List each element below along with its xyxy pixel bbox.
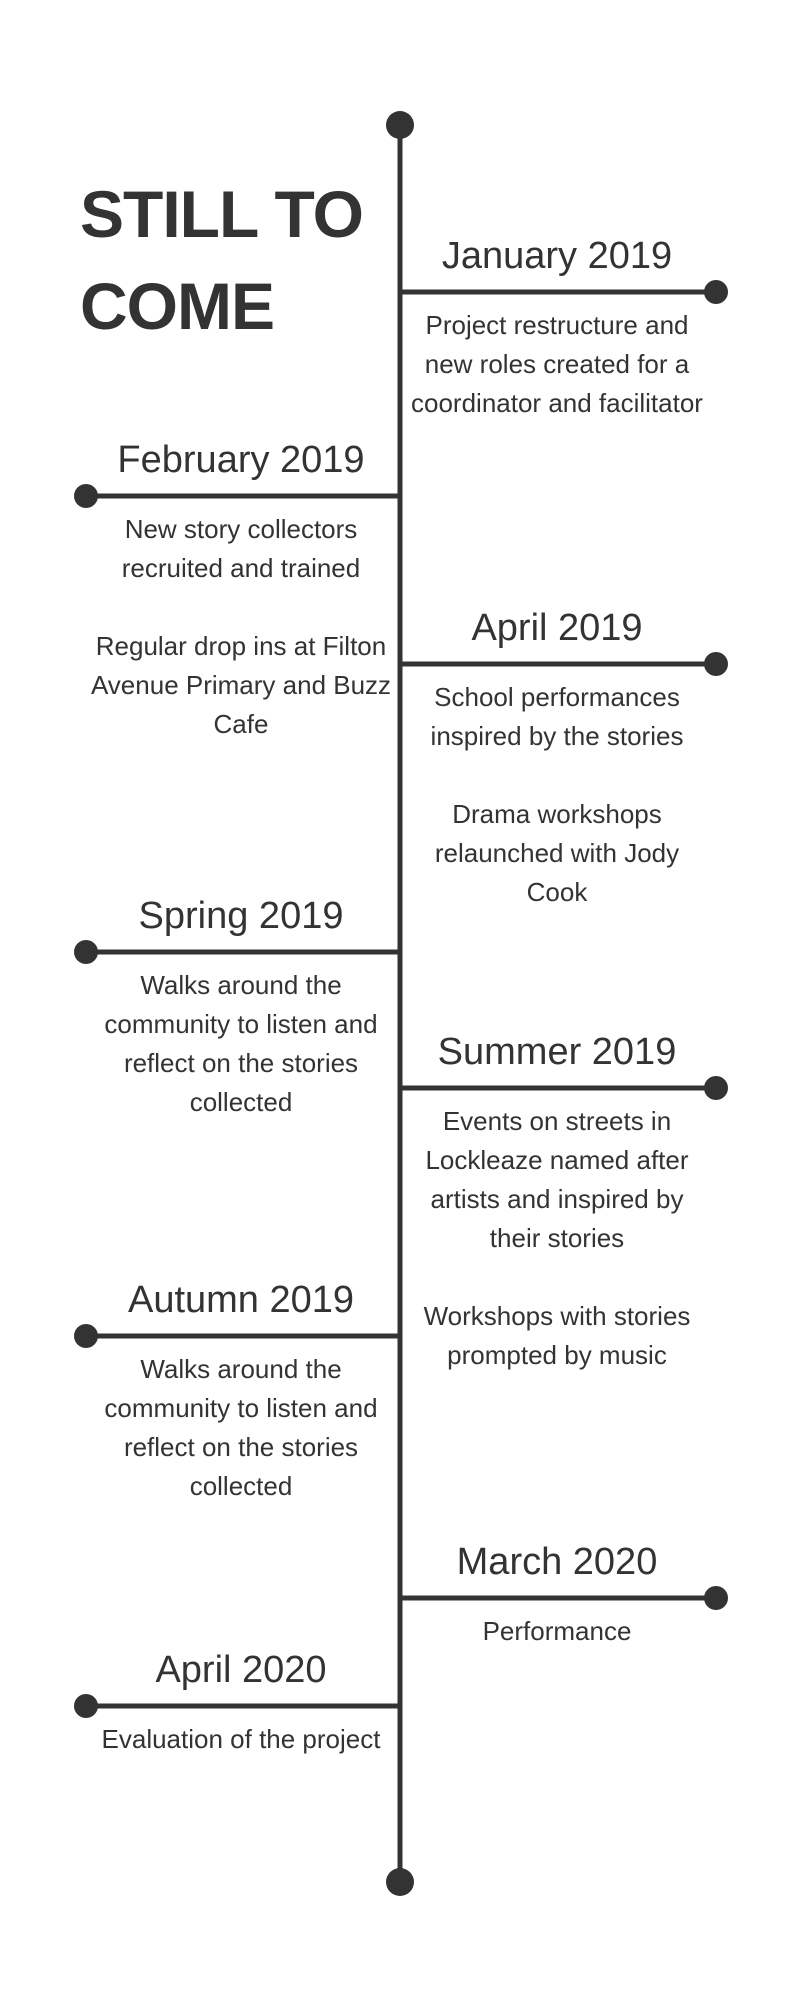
- event-dot: [704, 652, 728, 676]
- event-date: January 2019: [441, 235, 673, 277]
- event-dot: [704, 1586, 728, 1610]
- event-description: [86, 1350, 396, 1506]
- title-line-1: STILL TO: [80, 177, 363, 251]
- event-description: [86, 510, 396, 744]
- event-date: Autumn 2019: [127, 1279, 355, 1321]
- event-item-text: Walks around the community to listen and reflect on the stories collected: [104, 1354, 378, 1501]
- page-title: [80, 168, 400, 352]
- event-description: [402, 306, 712, 423]
- event-date: February 2019: [117, 439, 365, 481]
- event-item-text: Events on streets in Lockleaze named after artists and inspired by their stories: [425, 1106, 689, 1253]
- event-description: [86, 966, 396, 1122]
- title-line-2: COME: [80, 269, 274, 343]
- event-item-text: School performances inspired by the stories: [430, 682, 684, 751]
- event-dot: [74, 940, 98, 964]
- event-item-text: Walks around the community to listen and reflect on the stories collected: [104, 970, 378, 1117]
- event-item-text: Regular drop ins at Filton Avenue Primary and Buzz Cafe: [90, 631, 392, 739]
- event-item-text: New story collectors recruited and trained: [121, 514, 361, 583]
- event-description: [402, 678, 712, 912]
- event-description: [402, 1612, 712, 1651]
- event-dot: [704, 280, 728, 304]
- event-item-text: Performance: [482, 1616, 632, 1646]
- event-dot: [74, 1694, 98, 1718]
- event-dot: [74, 484, 98, 508]
- timeline-start-dot: [386, 111, 414, 139]
- event-dot: [74, 1324, 98, 1348]
- event-date: Spring 2019: [138, 895, 344, 937]
- event-description: [86, 1720, 396, 1759]
- event-item-text: Evaluation of the project: [101, 1724, 381, 1754]
- event-date: April 2019: [471, 607, 643, 649]
- event-dot: [704, 1076, 728, 1100]
- timeline-end-dot: [386, 1868, 414, 1896]
- event-item-text: Project restructure and new roles created for a coordinator and facilitator: [411, 310, 703, 418]
- event-date: April 2020: [155, 1649, 327, 1691]
- event-item-text: Drama workshops relaunched with Jody Cook: [434, 799, 680, 907]
- event-date: March 2020: [456, 1541, 658, 1583]
- event-date: Summer 2019: [437, 1031, 677, 1073]
- event-item-text: Workshops with stories prompted by music: [423, 1301, 691, 1370]
- event-description: [402, 1102, 712, 1375]
